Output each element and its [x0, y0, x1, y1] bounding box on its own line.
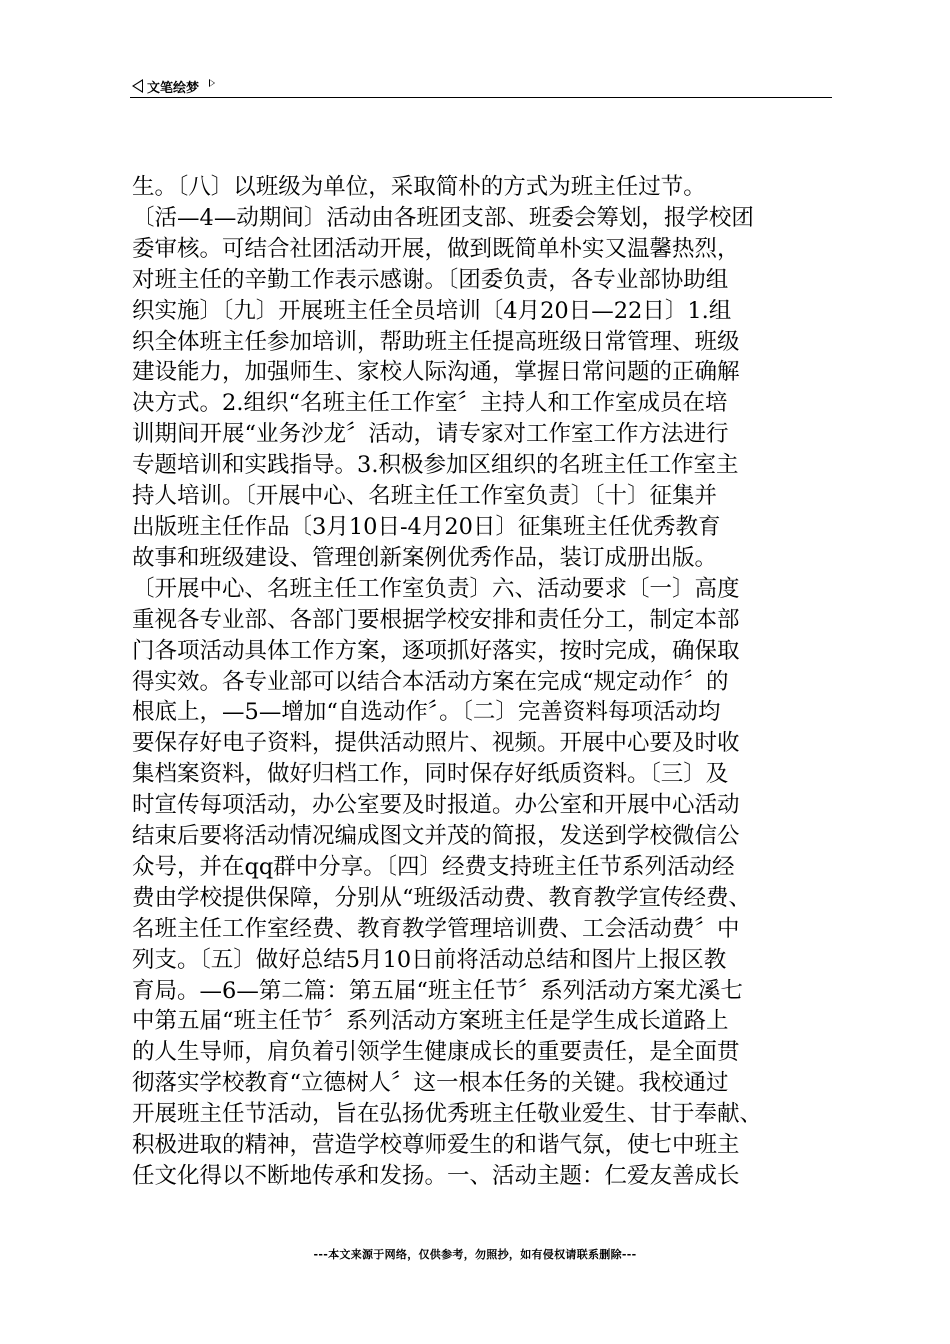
body-line: 开展班主任节活动，旨在弘扬优秀班主任敬业爱生、甘于奉献、	[132, 1101, 763, 1128]
body-line: 〔开展中心、名班主任工作室负责〕六、活动要求〔一〕高度	[132, 575, 740, 602]
body-line: 训期间开展“业务沙龙〞活动，请专家对工作室工作方法进行	[132, 421, 729, 448]
body-line: 名班主任工作室经费、教育教学管理培训费、工会活动费〞中	[132, 915, 740, 942]
body-line: 结束后要将活动情况编成图文并茂的简报，发送到学校微信公	[132, 823, 740, 850]
body-line: 积极进取的精神，营造学校尊师爱生的和谐气氛，使七中班主	[132, 1132, 740, 1159]
body-line: 决方式。2.组织“名班主任工作室〞主持人和工作室成员在培	[132, 390, 728, 417]
header-divider	[130, 97, 832, 98]
body-line: 列支。〔五〕做好总结5月10日前将活动总结和图片上报区教	[132, 946, 727, 973]
body-line: 要保存好电子资料，提供活动照片、视频。开展中心要及时收	[132, 730, 740, 757]
header-title: 文笔绘梦	[147, 80, 200, 96]
triangle-right-icon	[209, 79, 215, 87]
body-line: 根底上，—5—增加“自选动作〞。〔二〕完善资料每项活动均	[132, 699, 721, 726]
body-line: 费由学校提供保障，分别从“班级活动费、教育教学宣传经费、	[132, 884, 752, 911]
body-line: 彻落实学校教育“立德树人〞这一根本任务的关键。我校通过	[132, 1070, 729, 1097]
body-line: 育局。—6—第二篇：第五届“班主任节〞系列活动方案尤溪七	[132, 977, 743, 1004]
body-line: 集档案资料，做好归档工作，同时保存好纸质资料。〔三〕及	[132, 761, 729, 788]
body-line: 持人培训。〔开展中心、名班主任工作室负责〕〔十〕征集并	[132, 483, 718, 510]
body-line: 故事和班级建设、管理创新案例优秀作品，装订成册出版。	[132, 544, 718, 571]
page-header	[132, 76, 215, 96]
document-body	[132, 172, 822, 1192]
body-line: 得实效。各专业部可以结合本活动方案在完成“规定动作〞的	[132, 668, 729, 695]
body-line: 对班主任的辛勤工作表示感谢。〔团委负责，各专业部协助组	[132, 266, 729, 293]
body-line: 任文化得以不断地传承和发扬。一、活动主题：仁爱友善成长	[132, 1163, 740, 1189]
body-line: 的人生导师，肩负着引领学生健康成长的重要责任，是全面贯	[132, 1039, 740, 1066]
body-line: 建设能力，加强师生、家校人际沟通，掌握日常问题的正确解	[132, 359, 740, 386]
body-line: 门各项活动具体工作方案，逐项抓好落实，按时完成，确保取	[132, 637, 740, 664]
body-line: 〔活—4—动期间〕活动由各班团支部、班委会筹划，报学校团	[132, 204, 754, 231]
body-line: 重视各专业部、各部门要根据学校安排和责任分工，制定本部	[132, 606, 740, 633]
body-line: 生。〔八〕以班级为单位，采取简朴的方式为班主任过节。	[132, 174, 706, 200]
body-line: 委审核。可结合社团活动开展，做到既简单朴实又温馨热烈，	[132, 235, 740, 262]
body-line: 众号，并在qq群中分享。〔四〕经费支持班主任节系列活动经	[132, 853, 735, 880]
body-line: 中第五届“班主任节〞系列活动方案班主任是学生成长道路上	[132, 1008, 729, 1035]
body-line: 织实施〕〔九〕开展班主任全员培训〔4月20日—22日〕1.组	[132, 297, 732, 324]
body-line: 时宣传每项活动，办公室要及时报道。办公室和开展中心活动	[132, 792, 740, 819]
body-line: 专题培训和实践指导。3.积极参加区组织的名班主任工作室主	[132, 452, 739, 479]
body-line: 出版班主任作品〔3月10日-4月20日〕征集班主任优秀教育	[132, 513, 721, 540]
triangle-left-icon	[132, 79, 143, 93]
body-line: 织全体班主任参加培训，帮助班主任提高班级日常管理、班级	[132, 328, 740, 355]
footer-notice: ---本文来源于网络，仅供参考，勿照抄，如有侵权请联系删除---	[313, 1248, 637, 1261]
